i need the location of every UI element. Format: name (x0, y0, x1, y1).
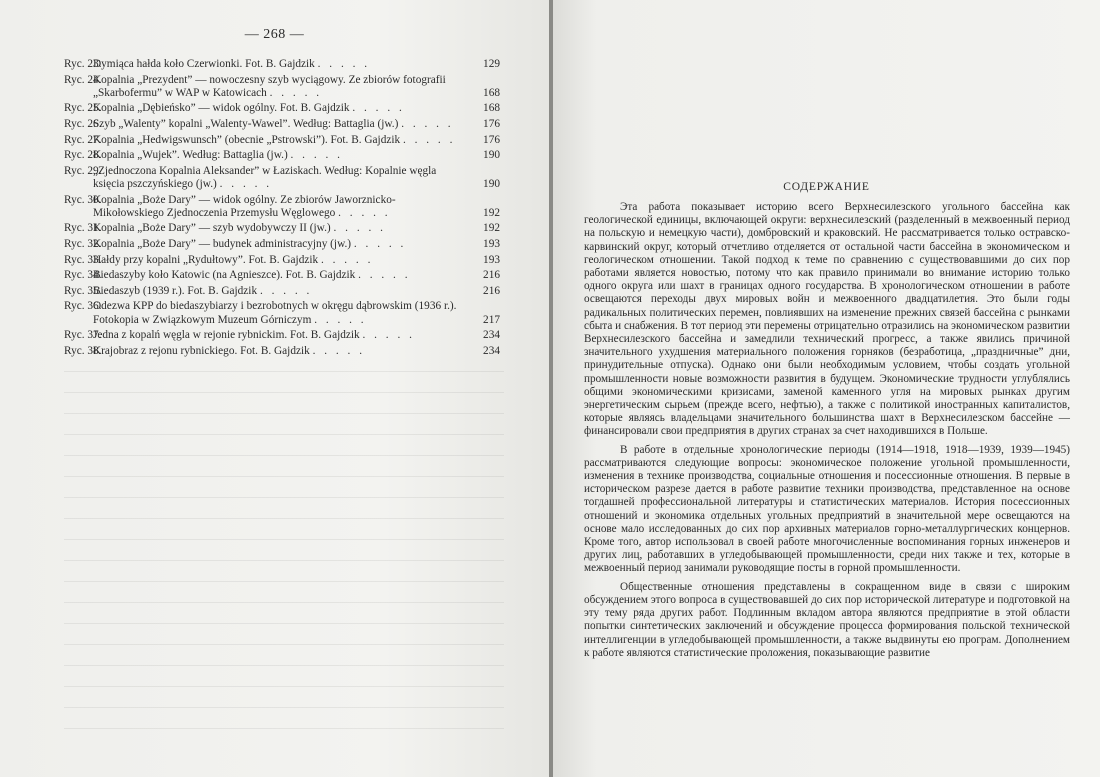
figure-caption: Kopalnia „Hedwigswunsch” (obecnie „Pstrowski”). Fot. B. Gajdzik (93, 133, 401, 146)
right-page (553, 0, 1100, 777)
figure-entry (64, 134, 500, 147)
figure-caption: Hałdy przy kopalni „Rydułtowy”. Fot. B. Gajdzik (93, 253, 319, 266)
figure-entry (64, 102, 500, 115)
figure-page-number: 190 (483, 149, 500, 162)
figure-label: Ryc. 25. (64, 102, 102, 115)
figure-caption: Kopalnia „Prezydent” — nowoczesny szyb wyciągowy. Ze zbiorów fotografii „Skarbofermu” w WAP w Katowicach (93, 73, 446, 99)
leader-dots: . . . . . (401, 117, 454, 130)
figure-page-number: 216 (483, 284, 500, 297)
figure-page-number: 192 (483, 222, 500, 235)
page-number: — 268 — (244, 27, 305, 42)
leader-dots: . . . . . (353, 237, 407, 250)
summary-title: СОДЕРЖАНИЕ (783, 181, 870, 193)
figure-label: Ryc. 34. (64, 269, 102, 282)
figure-caption: Biedaszyby koło Katowic (na Agnieszce). Fot. B. Gajdzik (93, 269, 356, 282)
figure-entry (64, 222, 500, 235)
figure-page-number: 217 (483, 313, 500, 326)
leader-dots: . . . . . (333, 222, 386, 235)
figure-entry (64, 58, 500, 71)
summary-text (584, 201, 1070, 665)
figure-page-number: 176 (483, 117, 500, 130)
figure-entry (64, 118, 500, 131)
figure-label: Ryc. 33. (64, 253, 102, 266)
leader-dots: . . . . . (338, 206, 391, 219)
figure-caption: Kopalnia „Boże Dary” — szyb wydobywczy II (jw.) (93, 222, 331, 235)
leader-dots: . . . . . (362, 329, 415, 342)
figure-entry (64, 254, 500, 267)
figure-caption: Odezwa KPP do biedaszybiarzy i bezrobotnych w okręgu dąbrowskim (1936 r.). Fotokopia w Związkowym Muzeum Górniczym (93, 300, 457, 326)
figure-entry (64, 300, 500, 326)
figure-entry (64, 165, 500, 191)
leader-dots: . . . . . (352, 102, 405, 115)
figure-page-number: 129 (483, 58, 500, 70)
leader-dots: . . . . . (402, 133, 456, 146)
figure-caption: „Zjednoczona Kopalnia Aleksander” w Łaziskach. Według: Kopalnie węgla księcia pszczyńskiego (jw.) (93, 164, 437, 190)
leader-dots: . . . . . (358, 269, 411, 282)
bleed-through-shadow (64, 360, 504, 740)
figure-label: Ryc. 36. (64, 300, 102, 313)
figure-caption: Kopalnia „Dębieńsko” — widok ogólny. Fot. B. Gajdzik (93, 102, 350, 115)
figure-label: Ryc. 38. (64, 344, 102, 357)
figure-page-number: 168 (483, 86, 500, 99)
figure-label: Ryc. 26. (64, 117, 102, 130)
figure-entry (64, 345, 500, 358)
figure-page-number: 234 (483, 329, 500, 342)
figure-page-number: 193 (483, 253, 500, 266)
figure-label: Ryc. 30. (64, 193, 102, 206)
figure-page-number: 234 (483, 344, 500, 357)
figure-entry (64, 194, 500, 220)
leader-dots: . . . . . (320, 253, 374, 266)
leader-dots: . . . . . (317, 58, 371, 70)
summary-paragraph: Эта работа показывает историю всего Верхнесилезского угольного бассейна как геологической единицы, включающей округи: верхнесилезский (разделенный в межвоенный период на польскую и немецкую части), домбровский и краковский. Не рассматривается только остравско-карвинский округ, который отчетливо отделяется от остальной части бассейна в экономическом и геологическом отношении. Такой подход к теме по сравнению с существовавшими до сих пор работами является новостью, потому что как правило принимали во внимание историю только одного округа или шахт в границах одного государства. В хронологическом отношении в работе освещаются переходы двух мировых войн и межвоенного двадцатилетия. Это были годы радикальных политических перемен, повлиявших на изменение прежних связей бассейна с рынками сбыта и снабжения. В тот период эти перемены отрицательно отразились на экономическом развитии Верхнесилезского бассейна и замедлили технический прогресс, а также явились причиной значительного ухудшения материального положения горняков (безработица, „праздничные” дни, принудительные отпуска). Однако они были необходимым условием, чтобы создать угольной промышленности новые возможности развития в будущем. Экономические трудности углублялись общими экономическими кризисами, заменой каменного угля на мировых рынках другим энергетическим сырьем (прежде всего, нефтью), а также с политикой иностранных капиталистов, которые являясь владельцами значительного большинства шахт в Верхнесилезском бассейне — финансировали свои предприятия в других странах за счет находившихся в Польше. (584, 201, 1070, 438)
figure-caption: Kopalnia „Wujek”. Według: Battaglia (jw.) (93, 149, 288, 162)
figure-caption: Biedaszyb (1939 r.). Fot. B. Gajdzik (93, 284, 258, 297)
leader-dots: . . . . . (259, 284, 313, 297)
figure-page-number: 216 (483, 269, 500, 282)
leader-dots: . . . . . (314, 313, 367, 326)
figure-label: Ryc. 37. (64, 329, 102, 342)
figure-page-number: 193 (483, 237, 500, 250)
figure-entry (64, 74, 500, 100)
figure-caption: Krajobraz z rejonu rybnickiego. Fot. B. Gajdzik (93, 344, 310, 357)
summary-paragraph: Общественные отношения представлены в сокращенном виде в связи с широким обсуждением этого вопроса в существовавшей до сих пор исторической литературе и подготовкой на эту тему ряда других работ. Подлинным вкладом автора являются предприятие в этой области попытки синтетических заключений и обсуждение процесса формирования польской технической интеллигенции в угледобывающей промышленности, а также выдвинуты ею програм. Дополнением к работе являются статистические проложения, показывающие развитие (584, 580, 1070, 659)
left-page (0, 0, 549, 777)
figure-caption: Kopalnia „Boże Dary” — widok ogólny. Ze zbiorów Jaworznicko-Mikołowskiego Zjednoczenia Przemysłu Węglowego (93, 193, 396, 219)
summary-paragraph: В работе в отдельные хронологические периоды (1914—1918, 1918—1939, 1939—1945) рассматриваются следующие вопросы: экономическое положение угольной промышленности, изменения в технике производства, социальные отношения и посессионные отношения. В первые в историческом разрезе дается в работе развитие техники производства, представленное на основе тогдашней профессиональной литературы и статистических материалов. История посессионных отношений и экономика отдельных угольных предприятий в значительной мере освещаются на основе мало исследованных до сих пор архивных материалов горно-металлургических концернов. Кроме того, автор использовал в своей работе многочисленные воспоминания горных инженеров и других лиц, работавших в угледобывающей промышленности, среди них также и тех, которые в межвоенный период занимали руководящие посты в горной промышленности. (584, 443, 1070, 575)
figure-label: Ryc. 27. (64, 133, 102, 146)
figure-label: Ryc. 35. (64, 284, 102, 297)
figure-page-number: 190 (483, 177, 500, 190)
figure-page-number: 168 (483, 102, 500, 115)
figure-entry (64, 238, 500, 251)
figure-page-number: 176 (483, 133, 500, 146)
figure-entry (64, 269, 500, 282)
figure-label: Ryc. 24. (64, 73, 102, 86)
figure-entry (64, 329, 500, 342)
leader-dots: . . . . . (269, 86, 323, 99)
leader-dots: . . . . . (312, 344, 366, 357)
figure-caption: Jedna z kopalń węgla w rejonie rybnickim. Fot. B. Gajdzik (93, 329, 360, 342)
figure-label: Ryc. 31. (64, 222, 102, 235)
leader-dots: . . . . . (219, 177, 273, 190)
figure-entry (64, 149, 500, 162)
figure-caption: Szyb „Walenty” kopalni „Walenty-Wawel”. Według: Battaglia (jw.) (93, 117, 399, 130)
figure-page-number: 192 (483, 206, 500, 219)
figure-label: Ryc. 32. (64, 237, 102, 250)
figure-list (64, 58, 500, 360)
figure-label: Ryc. 23. (64, 58, 102, 70)
figure-entry (64, 285, 500, 298)
figure-label: Ryc. 28. (64, 149, 102, 162)
figure-caption: Dymiąca hałda koło Czerwionki. Fot. B. Gajdzik (93, 58, 315, 70)
leader-dots: . . . . . (290, 149, 343, 162)
figure-label: Ryc. 29. (64, 164, 102, 177)
figure-caption: Kopalnia „Boże Dary” — budynek administracyjny (jw.) (93, 237, 352, 250)
